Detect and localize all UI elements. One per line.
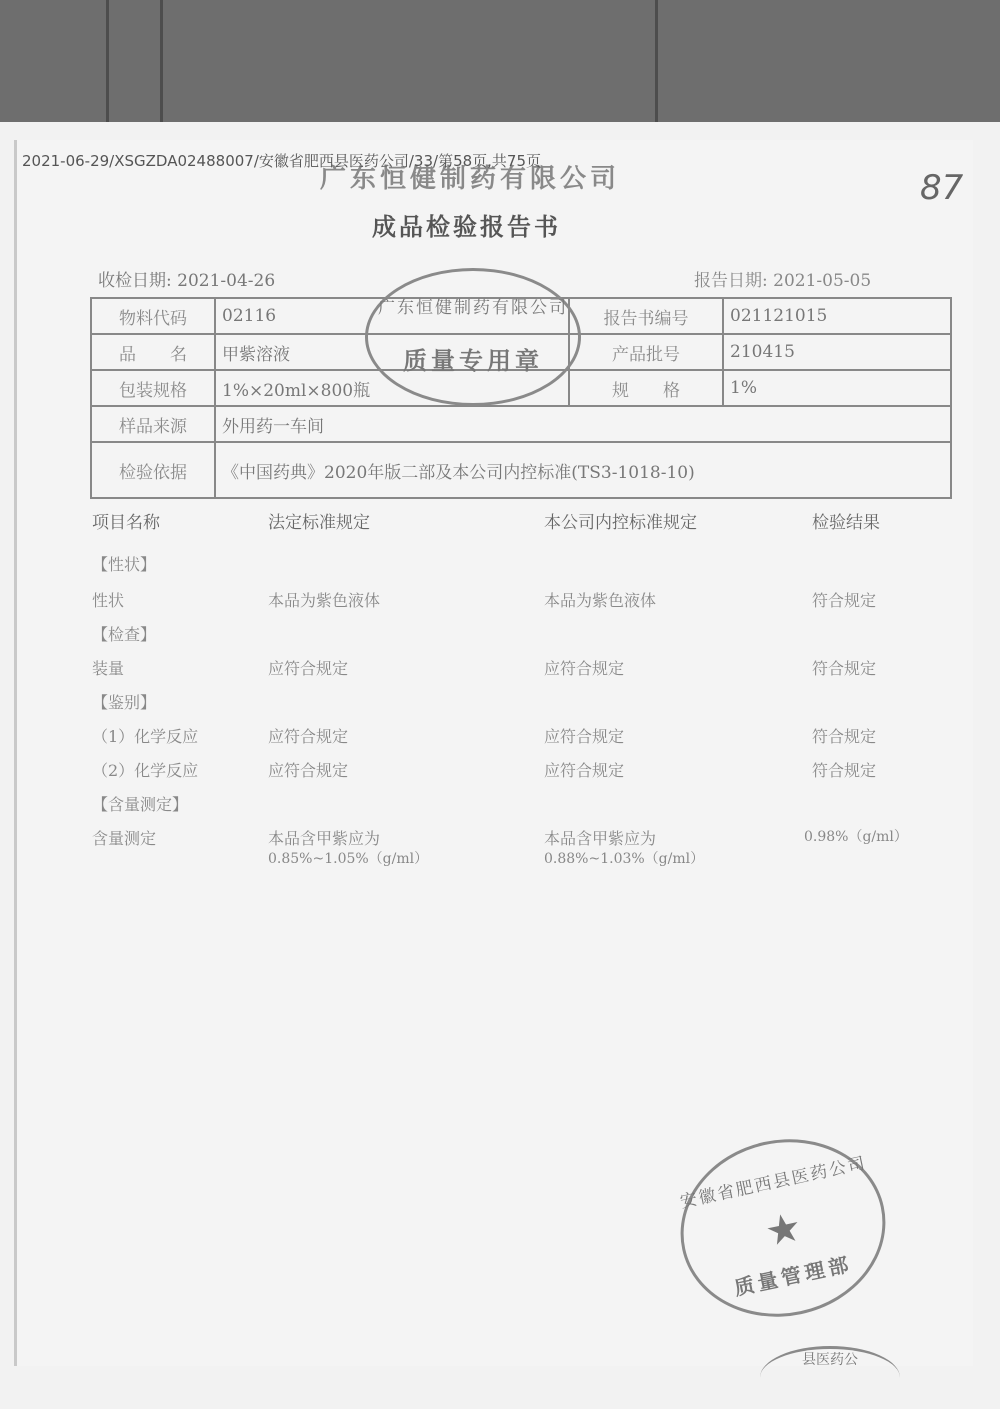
scan-dark-band — [0, 0, 1000, 122]
row-item: （2）化学反应 — [92, 761, 199, 780]
col-result-header: 检验结果 — [812, 513, 880, 533]
archive-overlay-text: 2021-06-29/XSGZDA02488007/安徽省肥西县医药公司/33/第58页,共75页 — [22, 152, 542, 170]
row-statutory: 应符合规定 — [268, 761, 349, 780]
row-result: 0.98%（g/ml） — [804, 829, 908, 845]
source-label: 样品来源 — [91, 406, 215, 442]
material-code-label: 物料代码 — [91, 298, 215, 334]
row-item: 含量测定 — [92, 829, 157, 848]
row-result: 符合规定 — [812, 761, 877, 780]
row-item: 性状 — [92, 591, 125, 610]
county-seal-arc-text: 安徽省肥西县医药公司 — [678, 1153, 869, 1213]
source-value: 外用药一车间 — [215, 406, 951, 442]
partial-seal-text: 县医药公 — [802, 1352, 858, 1368]
row-result: 符合规定 — [812, 727, 877, 746]
row-item: 装量 — [92, 659, 125, 678]
row-internal-range: 0.88%~1.03%（g/ml） — [544, 851, 705, 867]
row-statutory-range: 0.85%~1.05%（g/ml） — [268, 851, 429, 867]
basis-label: 检验依据 — [91, 442, 215, 498]
section-heading-text: 【检查】 — [92, 625, 157, 644]
quality-seal-center-text: 质量专用章 — [403, 346, 543, 375]
county-seal-bottom-text: 质量管理部 — [732, 1251, 855, 1301]
quality-seal-arc-text: 广东恒健制药有限公司 — [378, 298, 568, 318]
row-internal: 本品含甲紫应为 — [544, 829, 657, 848]
scan-stripe — [106, 0, 109, 122]
handwritten-page-number: 87 — [920, 168, 964, 208]
package-label: 包装规格 — [91, 370, 215, 406]
company-name: 广东恒健制药有限公司 — [320, 164, 621, 194]
row-statutory: 本品含甲紫应为 — [268, 829, 381, 848]
col-statutory-header: 法定标准规定 — [268, 513, 370, 533]
row-internal: 本品为紫色液体 — [544, 591, 657, 610]
batch-value: 210415 — [723, 334, 951, 370]
row-internal: 应符合规定 — [544, 727, 625, 746]
spec-value: 1% — [723, 370, 951, 406]
row-statutory: 应符合规定 — [268, 659, 349, 678]
section-heading-text: 【性状】 — [92, 555, 157, 574]
row-item: （1）化学反应 — [92, 727, 199, 746]
report-no-label: 报告书编号 — [569, 298, 723, 334]
spec-label: 规 格 — [569, 370, 723, 406]
report-date: 报告日期: 2021-05-05 — [694, 271, 872, 291]
material-code-value: 02116 — [215, 298, 569, 334]
row-internal: 应符合规定 — [544, 659, 625, 678]
section-heading-text: 【含量测定】 — [92, 795, 189, 814]
product-name-label: 品 名 — [91, 334, 215, 370]
report-title: 成品检验报告书 — [372, 212, 561, 241]
quality-seal-stamp — [365, 268, 581, 406]
scan-stripe — [655, 0, 658, 122]
basis-value: 《中国药典》2020年版二部及本公司内控标准(TS3-1018-10) — [215, 442, 951, 498]
row-statutory: 本品为紫色液体 — [268, 591, 381, 610]
scan-stripe — [160, 0, 163, 122]
section-heading-text: 【鉴别】 — [92, 693, 157, 712]
receive-date: 收检日期: 2021-04-26 — [98, 271, 276, 291]
product-name-value: 甲紫溶液 — [215, 334, 569, 370]
col-item-header: 项目名称 — [92, 513, 160, 533]
report-no-value: 021121015 — [723, 298, 951, 334]
row-statutory: 应符合规定 — [268, 727, 349, 746]
partial-seal-stamp — [760, 1346, 900, 1409]
star-icon: ★ — [761, 1203, 806, 1257]
row-result: 符合规定 — [812, 591, 877, 610]
row-internal: 应符合规定 — [544, 761, 625, 780]
batch-label: 产品批号 — [569, 334, 723, 370]
package-value: 1%×20ml×800瓶 — [215, 370, 569, 406]
row-result: 符合规定 — [812, 659, 877, 678]
table-row — [92, 826, 952, 870]
col-internal-header: 本公司内控标准规定 — [544, 513, 697, 533]
